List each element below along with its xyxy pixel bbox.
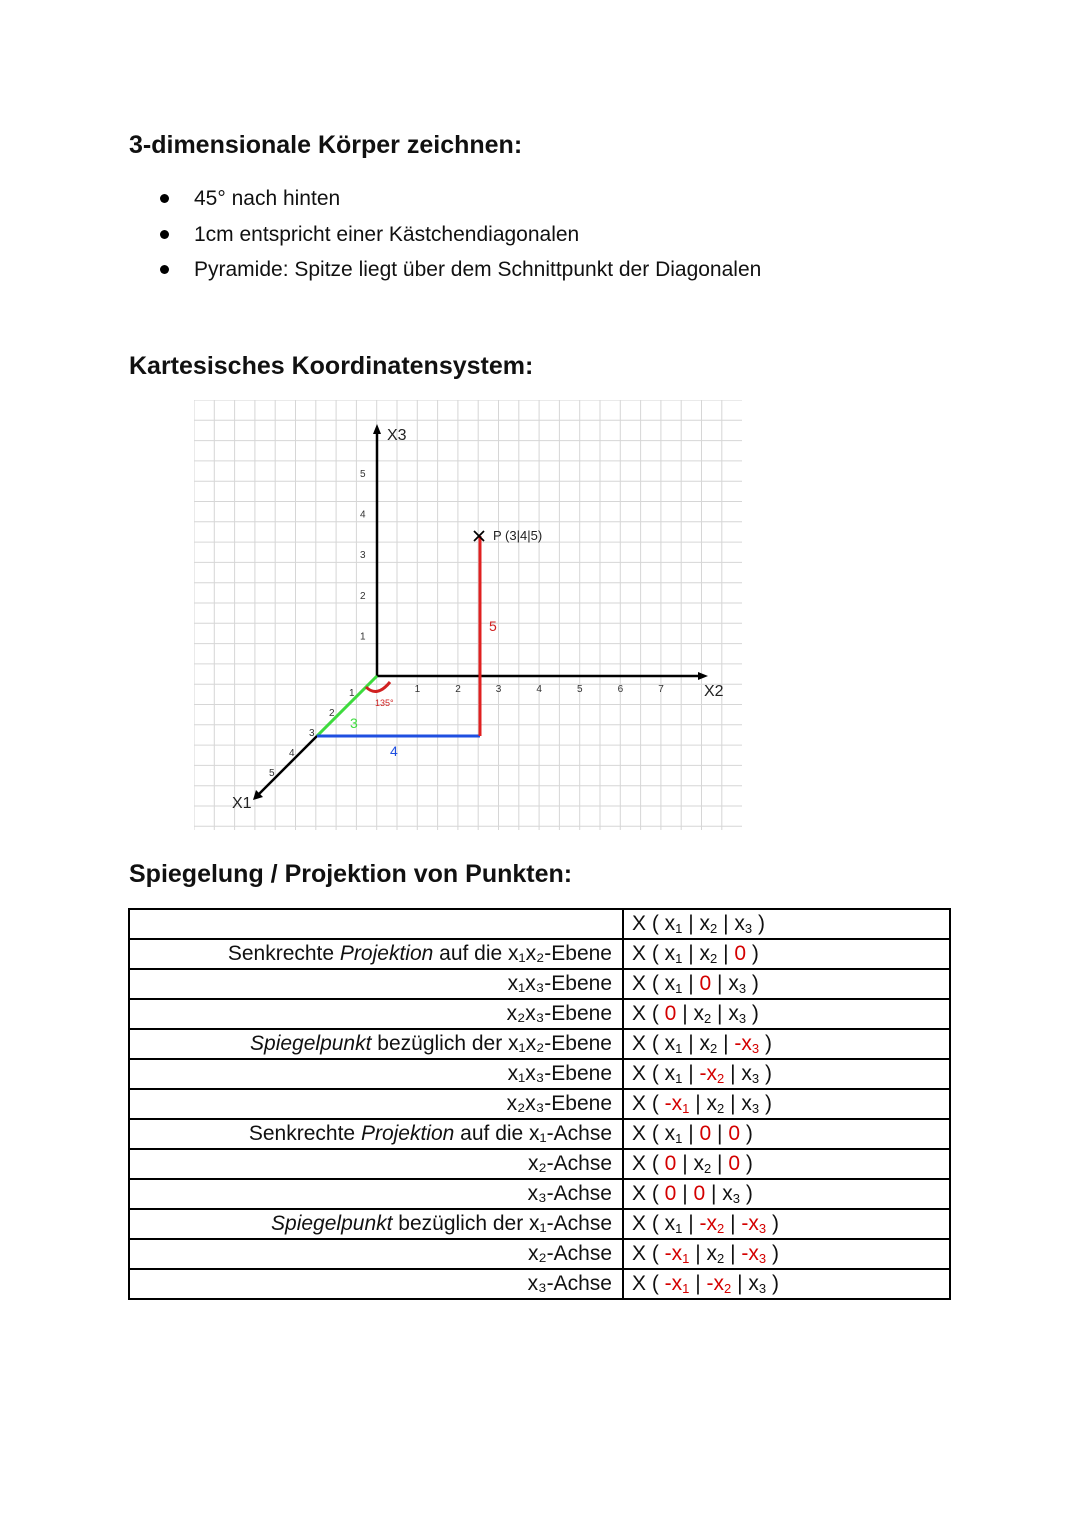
result-part: 1 <box>675 1041 683 1056</box>
result-part: ) <box>746 942 759 965</box>
row-result <box>623 1239 950 1269</box>
list-item <box>160 182 761 218</box>
result-part: 1 <box>675 1071 683 1086</box>
result-part: 0 <box>664 1182 677 1205</box>
result-part: X ( x <box>632 1062 676 1085</box>
point-label: P (3|4|5) <box>493 528 543 543</box>
x3-axis-label: X3 <box>387 427 407 444</box>
row-result <box>623 939 950 969</box>
row-label-text: x₁x₃-Ebene <box>507 1062 612 1085</box>
result-part: 0 <box>664 1152 677 1175</box>
row-result <box>623 1119 950 1149</box>
result-part: | <box>682 1212 700 1235</box>
result-part: | x <box>711 1002 739 1025</box>
x1-tick-label: 4 <box>289 748 295 759</box>
row-label <box>129 1119 623 1149</box>
row-label-emphasis: Projektion <box>360 1122 455 1145</box>
result-part: 1 <box>675 951 683 966</box>
x1-tick-label: 2 <box>329 708 335 719</box>
result-part: | x <box>705 1182 733 1205</box>
result-part: -x <box>741 1242 759 1265</box>
result-part: 3 <box>751 1041 760 1056</box>
x1-tick-label: 5 <box>269 768 275 779</box>
result-part: | <box>676 1182 694 1205</box>
list-item <box>160 253 761 289</box>
result-part: | <box>724 1242 742 1265</box>
row-label <box>129 1029 623 1059</box>
result-part: 3 <box>751 1101 760 1116</box>
result-part: ) <box>766 1272 779 1295</box>
result-part: | x <box>689 1092 718 1115</box>
list-item <box>160 218 761 254</box>
row-result <box>623 909 950 939</box>
result-part: X ( <box>632 1002 665 1025</box>
result-part: 3 <box>738 981 747 996</box>
row-result <box>623 969 950 999</box>
result-part: 0 <box>699 972 712 995</box>
result-part: | x <box>724 1062 752 1085</box>
result-part: | x <box>731 1272 759 1295</box>
table-row <box>129 1209 950 1239</box>
projection-table <box>128 908 951 1300</box>
coordinate-system-figure <box>194 400 742 830</box>
result-part: -x <box>664 1092 683 1115</box>
row-label <box>129 999 623 1029</box>
table-row <box>129 1269 950 1299</box>
angle-label: 135° <box>375 698 394 708</box>
result-part: -x <box>699 1212 718 1235</box>
result-part: | x <box>689 1242 718 1265</box>
len-x1-label: 3 <box>350 715 358 731</box>
x1-tick-label: 1 <box>349 688 355 699</box>
row-label-text: Senkrechte <box>248 1122 361 1145</box>
result-part: X ( <box>632 1242 665 1265</box>
row-label <box>129 1059 623 1089</box>
len-x3-label: 5 <box>489 618 497 634</box>
result-part: | <box>682 1062 700 1085</box>
heading-reflection-projection: Spiegelung / Projektion von Punkten: <box>129 860 573 888</box>
row-label-text: x₁x₃-Ebene <box>507 972 612 995</box>
row-label <box>129 909 623 939</box>
result-part: | x <box>724 1092 752 1115</box>
result-part: -x <box>699 1062 718 1085</box>
row-label <box>129 1149 623 1179</box>
result-part: 0 <box>693 1182 706 1205</box>
x3-tick-label: 3 <box>360 550 366 562</box>
result-part: ) <box>766 1242 779 1265</box>
bullet-icon <box>160 230 169 239</box>
result-part: ) <box>746 972 759 995</box>
result-part: 3 <box>751 1071 760 1086</box>
table-row <box>129 939 950 969</box>
row-label-text: bezüglich der x₁-Achse <box>392 1212 612 1235</box>
row-label-text: x₂x₃-Ebene <box>506 1092 612 1115</box>
result-part: -x <box>664 1242 683 1265</box>
row-label <box>129 1089 623 1119</box>
row-label-text: x₂x₃-Ebene <box>506 1002 612 1025</box>
row-label-text: x₃-Achse <box>527 1182 612 1205</box>
result-part: | <box>689 1272 707 1295</box>
result-part: 2 <box>717 1071 725 1086</box>
result-part: 2 <box>703 1011 712 1026</box>
x2-arrow-icon <box>698 672 708 680</box>
axis-ticks <box>269 469 664 779</box>
result-part: | x <box>676 1002 704 1025</box>
table-row <box>129 1119 950 1149</box>
x1-tick-label: 3 <box>309 728 315 739</box>
result-part: -x <box>741 1212 759 1235</box>
result-part: | x <box>711 972 739 995</box>
x3-tick-label: 1 <box>360 631 366 643</box>
result-part: X ( <box>632 1272 665 1295</box>
result-part: | x <box>676 1152 704 1175</box>
result-part: ) <box>766 1212 779 1235</box>
row-label <box>129 969 623 999</box>
result-part: | <box>717 942 735 965</box>
result-part: 2 <box>724 1281 732 1296</box>
result-part: 0 <box>734 942 747 965</box>
result-part: 0 <box>664 1002 677 1025</box>
row-label-emphasis: Projektion <box>339 942 434 965</box>
result-part: 2 <box>717 1251 725 1266</box>
row-result <box>623 1089 950 1119</box>
result-part: | <box>682 972 700 995</box>
result-part: 1 <box>675 1131 683 1146</box>
table-row <box>129 909 950 939</box>
result-part: 3 <box>758 1281 767 1296</box>
result-part: | <box>711 1122 729 1145</box>
list-item-text: 1cm entspricht einer Kästchendiagonalen <box>194 222 580 246</box>
result-part: | <box>682 1122 700 1145</box>
x3-arrow-icon <box>373 424 381 434</box>
heading-coordinate-system: Kartesisches Koordinatensystem: <box>129 352 534 380</box>
result-part: ) <box>759 1062 772 1085</box>
x2-axis-label: X2 <box>704 683 724 700</box>
result-part: | x <box>682 942 711 965</box>
result-part: 1 <box>682 1251 690 1266</box>
table-row <box>129 1059 950 1089</box>
row-result <box>623 1179 950 1209</box>
x2-tick-label: 5 <box>577 684 583 695</box>
result-part: 3 <box>732 1191 741 1206</box>
table-row <box>129 969 950 999</box>
table-row <box>129 1149 950 1179</box>
len-x2-label: 4 <box>390 743 398 759</box>
result-part: 1 <box>682 1281 690 1296</box>
row-result <box>623 1209 950 1239</box>
result-part: | x <box>717 912 745 935</box>
result-part: 1 <box>675 921 683 936</box>
result-part: ) <box>752 912 765 935</box>
result-part: ) <box>740 1122 753 1145</box>
result-part: 2 <box>703 1161 712 1176</box>
table-row <box>129 1029 950 1059</box>
result-part: 1 <box>682 1101 690 1116</box>
result-part: -x <box>734 1032 752 1055</box>
result-part: X ( <box>632 1092 665 1115</box>
bullet-icon <box>160 194 169 203</box>
result-part: X ( <box>632 1182 665 1205</box>
row-result <box>623 1149 950 1179</box>
row-label-emphasis: Spiegelpunkt <box>250 1032 372 1055</box>
row-result <box>623 1269 950 1299</box>
result-part: 3 <box>744 921 753 936</box>
result-part: 1 <box>675 1221 683 1236</box>
result-part: ) <box>740 1182 753 1205</box>
x1-path-green <box>317 676 377 736</box>
bullet-list <box>160 182 761 289</box>
result-part: 3 <box>738 1011 747 1026</box>
x1-axis-label: X1 <box>232 795 252 812</box>
heading-3d-bodies: 3-dimensionale Körper zeichnen: <box>129 131 523 159</box>
result-part: 3 <box>758 1251 767 1266</box>
result-part: | <box>724 1212 742 1235</box>
result-part: X ( x <box>632 942 676 965</box>
row-label <box>129 1239 623 1269</box>
x3-tick-label: 5 <box>360 469 366 480</box>
table-row <box>129 1089 950 1119</box>
x2-tick-label: 2 <box>455 684 461 695</box>
x2-tick-label: 4 <box>536 684 542 695</box>
list-item-text: 45° nach hinten <box>194 187 341 210</box>
bullet-icon <box>160 265 169 274</box>
result-part: 0 <box>699 1122 712 1145</box>
row-label-text: bezüglich der x₁x₂-Ebene <box>371 1032 612 1055</box>
result-part: ) <box>740 1152 753 1175</box>
result-part: X ( x <box>632 912 676 935</box>
x3-tick-label: 2 <box>360 590 366 602</box>
row-label <box>129 1269 623 1299</box>
table-row <box>129 1239 950 1269</box>
result-part: 2 <box>710 921 718 936</box>
result-part: ) <box>759 1092 772 1115</box>
result-part: | x <box>682 912 711 935</box>
result-part: X ( x <box>632 1032 676 1055</box>
row-label-text: auf die x₁-Achse <box>454 1122 612 1145</box>
result-part: 1 <box>675 981 683 996</box>
result-part: 0 <box>728 1122 741 1145</box>
result-part: X ( <box>632 1152 665 1175</box>
result-part: -x <box>706 1272 725 1295</box>
table-row <box>129 999 950 1029</box>
row-label-text: x₂-Achse <box>527 1152 612 1175</box>
result-part: -x <box>664 1272 683 1295</box>
row-label <box>129 1209 623 1239</box>
table-row <box>129 1179 950 1209</box>
row-label-text: x₃-Achse <box>527 1272 612 1295</box>
result-part: X ( x <box>632 1212 676 1235</box>
row-label <box>129 1179 623 1209</box>
x3-tick-label: 4 <box>360 509 366 521</box>
result-part: 2 <box>710 1041 718 1056</box>
result-part: 2 <box>710 951 718 966</box>
result-part: 3 <box>758 1221 767 1236</box>
row-label-text: x₂-Achse <box>527 1242 612 1265</box>
x2-tick-label: 6 <box>617 684 624 695</box>
result-part: | <box>711 1152 729 1175</box>
result-part: | x <box>682 1032 711 1055</box>
row-label-text: auf die x₁x₂-Ebene <box>433 942 612 965</box>
x2-tick-label: 3 <box>495 684 502 695</box>
result-part: 2 <box>717 1221 725 1236</box>
result-part: 2 <box>717 1101 725 1116</box>
list-item-text: Pyramide: Spitze liegt über dem Schnittpunkt der Diagonalen <box>194 258 762 281</box>
row-label-emphasis: Spiegelpunkt <box>271 1212 393 1235</box>
x2-tick-label: 7 <box>658 684 664 695</box>
result-part: ) <box>746 1002 759 1025</box>
row-result <box>623 1029 950 1059</box>
row-label-text: Senkrechte <box>227 942 340 965</box>
result-part: ) <box>759 1032 772 1055</box>
row-label <box>129 939 623 969</box>
result-part: X ( x <box>632 972 676 995</box>
row-result <box>623 1059 950 1089</box>
result-part: | <box>717 1032 735 1055</box>
result-part: 0 <box>728 1152 741 1175</box>
row-result <box>623 999 950 1029</box>
x2-tick-label: 1 <box>414 684 421 695</box>
grid <box>194 400 742 830</box>
result-part: X ( x <box>632 1122 676 1145</box>
